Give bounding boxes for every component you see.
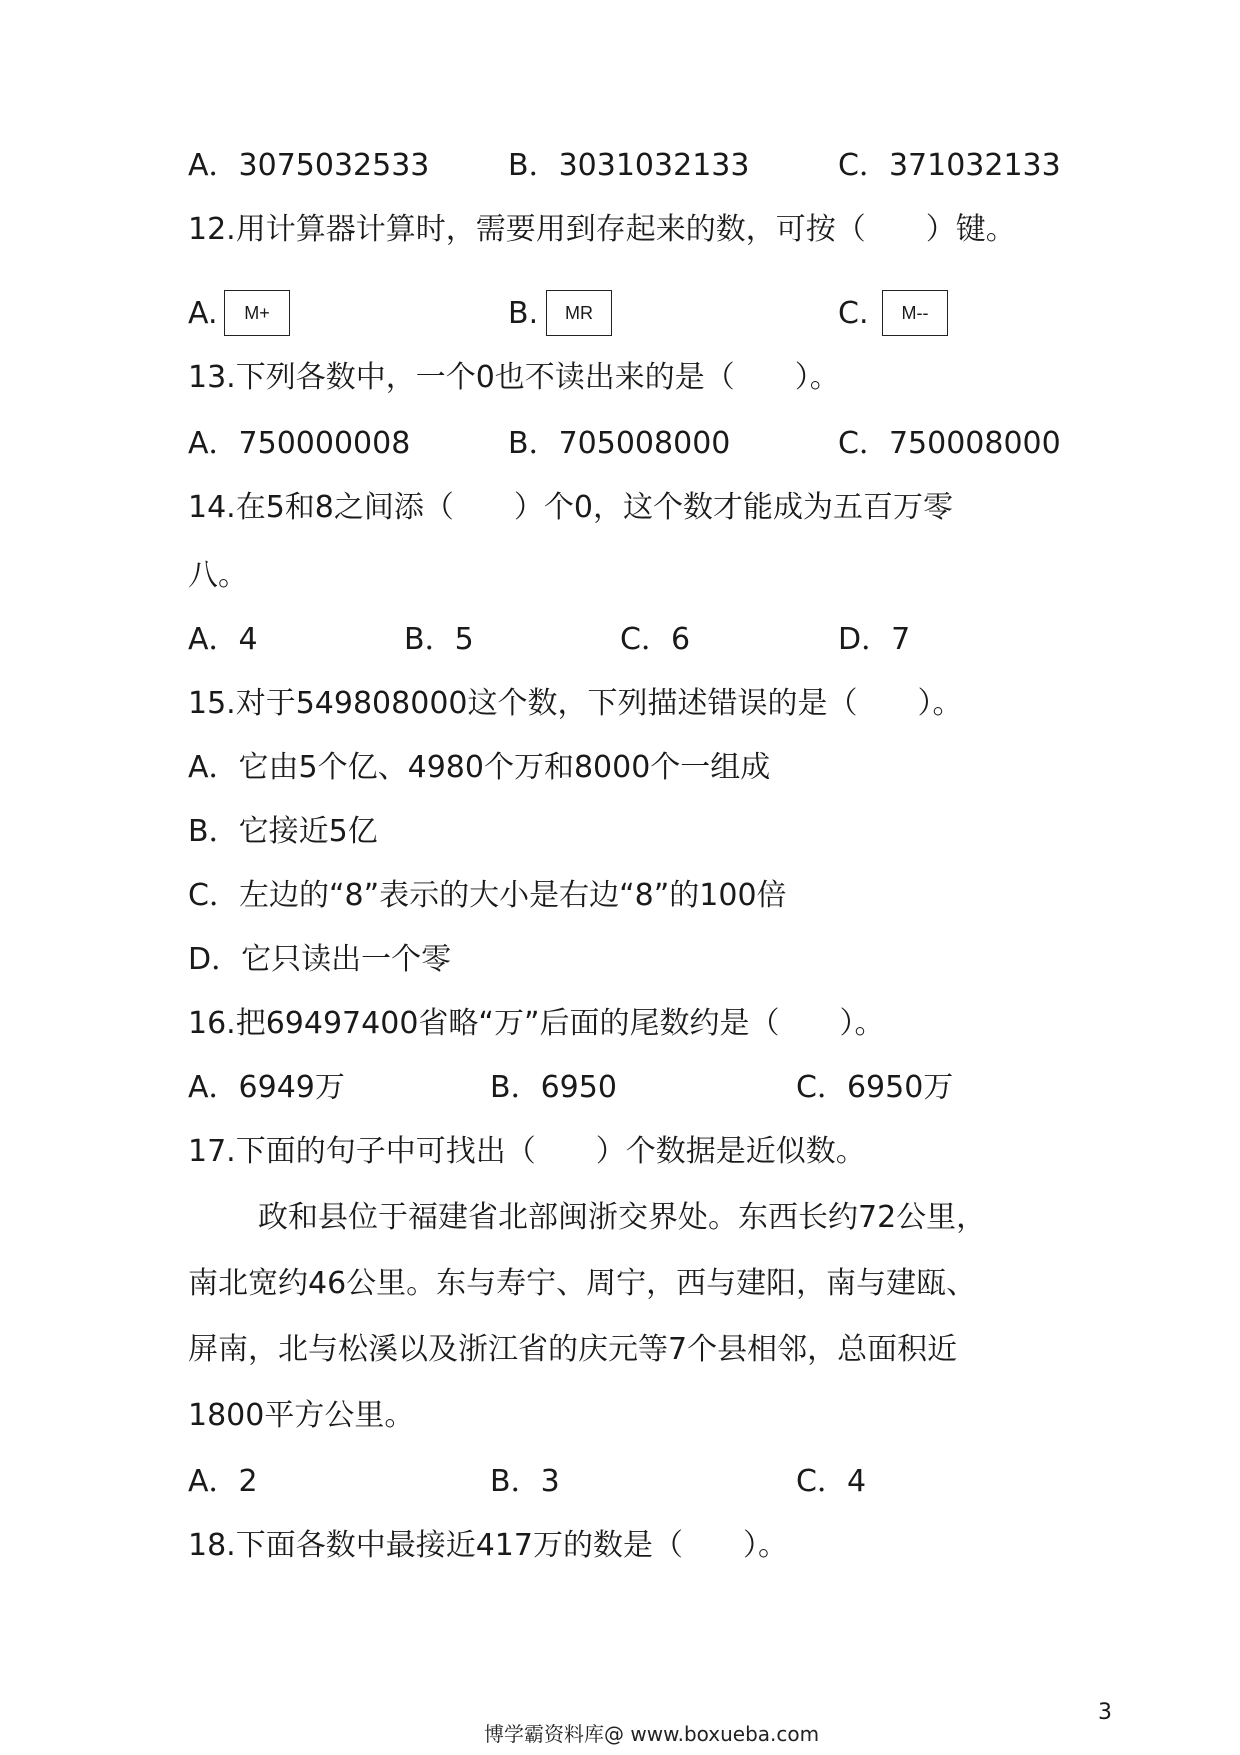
m-minus-key: M--: [882, 290, 948, 336]
q18-stem: 18.下面各数中最接近417万的数是（ ）。: [188, 1528, 788, 1563]
q17-passage-line3: 屏南，北与松溪以及浙江省的庆元等7个县相邻，总面积近: [188, 1332, 958, 1367]
q17-passage-line2: 南北宽约46公里。东与寿宁、周宁，西与建阳，南与建瓯、: [188, 1266, 977, 1301]
q17-passage-line4: 1800平方公里。: [188, 1398, 415, 1433]
mr-key: MR: [546, 290, 612, 336]
q15-option-c: C．左边的“8”表示的大小是右边“8”的100倍: [188, 878, 787, 913]
q17-passage-line1: 政和县位于福建省北部闽浙交界处。东西长约72公里，: [258, 1200, 987, 1235]
q11-option-b: B．3031032133: [508, 148, 750, 183]
q14-stem-line2: 八。: [188, 558, 248, 593]
q17-option-b: B．3: [490, 1464, 560, 1499]
q16-option-a: A．6949万: [188, 1070, 345, 1105]
q13-option-b: B．705008000: [508, 426, 731, 461]
q13-stem: 13.下列各数中，一个0也不读出来的是（ ）。: [188, 360, 840, 395]
q15-stem: 15.对于549808000这个数，下列描述错误的是（ ）。: [188, 686, 963, 721]
q16-stem: 16.把69497400省略“万”后面的尾数约是（ ）。: [188, 1006, 885, 1041]
q12-stem: 12.用计算器计算时，需要用到存起来的数，可按（ ）键。: [188, 212, 1016, 247]
q14-option-c: C．6: [620, 622, 691, 657]
q17-option-a: A．2: [188, 1464, 258, 1499]
q17-option-c: C．4: [796, 1464, 867, 1499]
q15-option-b: B．它接近5亿: [188, 814, 378, 849]
q14-option-d: D．7: [838, 622, 911, 657]
q11-option-a: A．3075032533: [188, 148, 430, 183]
q15-option-d: D．它只读出一个零: [188, 942, 452, 977]
q16-option-b: B．6950: [490, 1070, 617, 1105]
q14-option-a: A．4: [188, 622, 258, 657]
q13-option-c: C．750008000: [838, 426, 1061, 461]
q16-option-c: C．6950万: [796, 1070, 954, 1105]
m-plus-key: M+: [224, 290, 290, 336]
q11-option-c: C．371032133: [838, 148, 1061, 183]
q12-label-b: B.: [508, 296, 539, 331]
q12-label-a: A.: [188, 296, 218, 331]
q14-option-b: B．5: [404, 622, 474, 657]
page-number: 3: [1098, 1700, 1112, 1725]
footer-watermark: 博学霸资料库@ www.boxueba.com: [484, 1722, 820, 1746]
q14-stem-line1: 14.在5和8之间添（ ）个0，这个数才能成为五百万零: [188, 490, 953, 525]
q17-stem: 17.下面的句子中可找出（ ）个数据是近似数。: [188, 1134, 866, 1169]
q12-label-c: C.: [838, 296, 869, 331]
q13-option-a: A．750000008: [188, 426, 411, 461]
q15-option-a: A．它由5个亿、4980个万和8000个一组成: [188, 750, 771, 785]
